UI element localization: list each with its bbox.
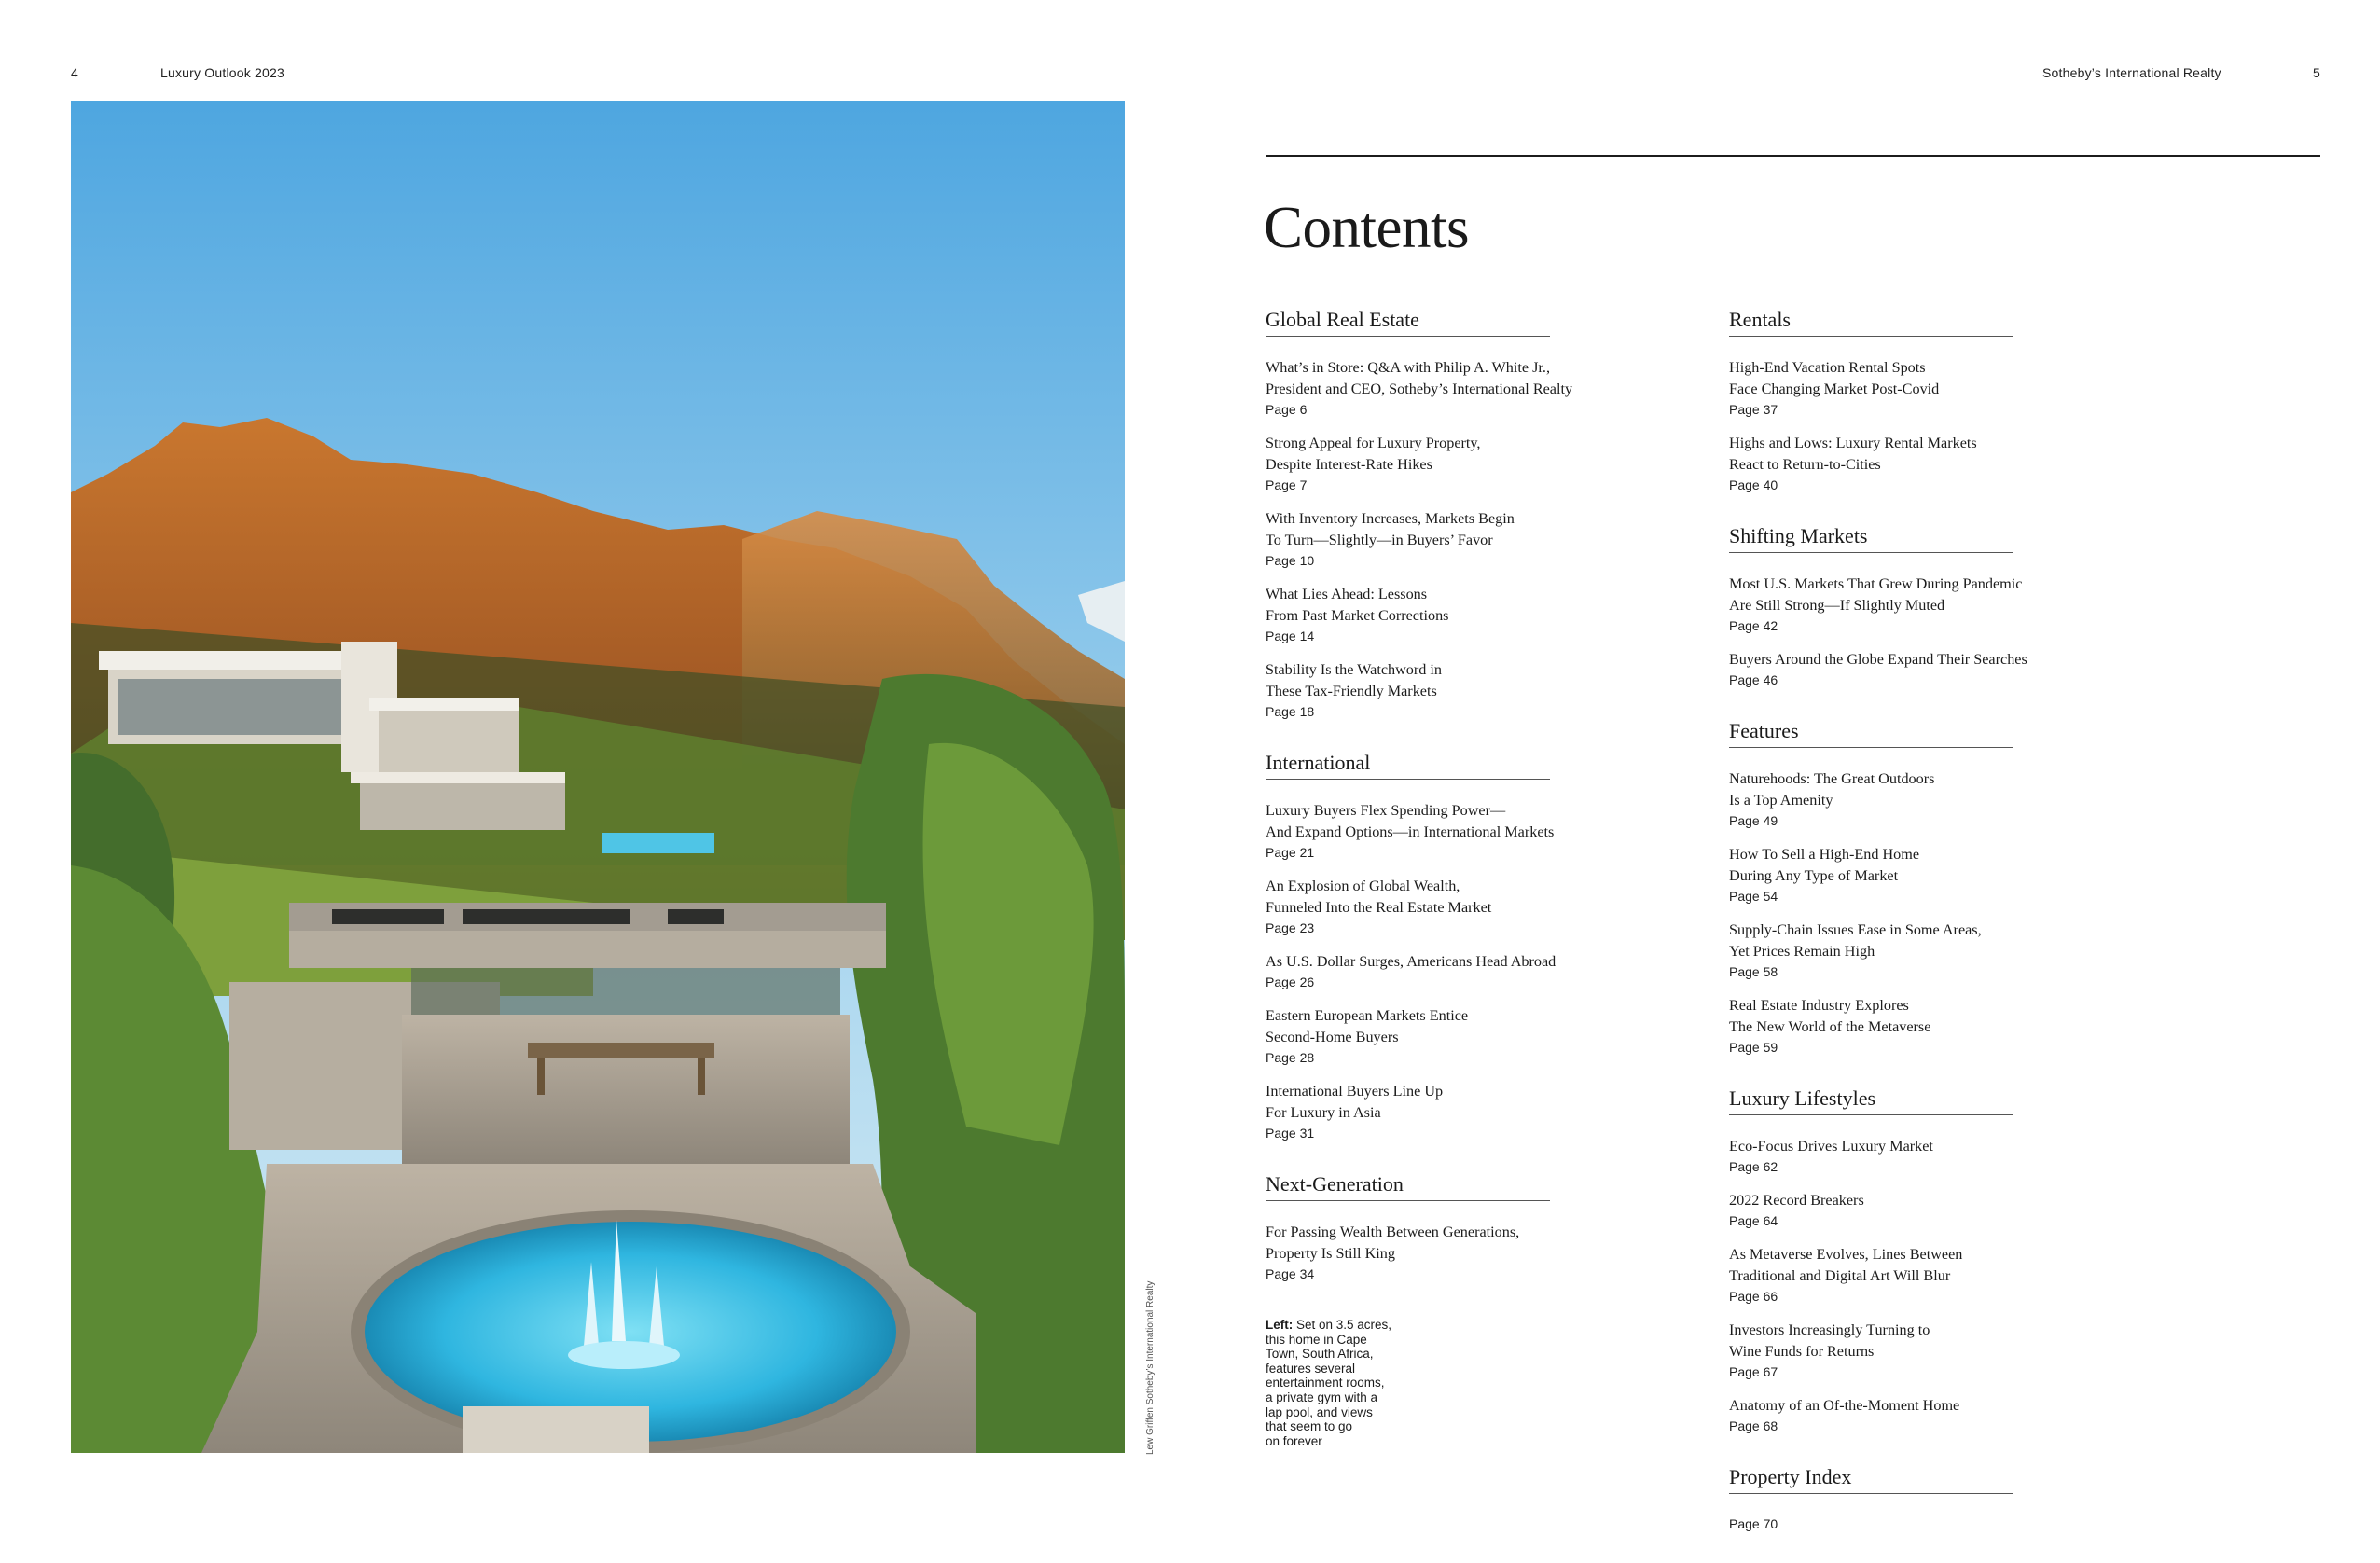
contents-left-column: [1266, 308, 1713, 1313]
toc-entry[interactable]: [1729, 649, 2177, 689]
toc-entry[interactable]: [1266, 1081, 1713, 1142]
toc-entry-title: How To Sell a High-End Home During Any Type of Market: [1729, 846, 1920, 884]
toc-entry-page: Page 26: [1266, 975, 1315, 989]
toc-entry-title: Strong Appeal for Luxury Property, Despite Interest-Rate Hikes: [1266, 435, 1481, 473]
toc-entry-page: Page 37: [1729, 402, 1778, 417]
section-rentals: [1729, 308, 2177, 494]
toc-entry[interactable]: [1266, 433, 1713, 494]
toc-entry-page: Page 67: [1729, 1364, 1778, 1379]
toc-entry-page: Page 62: [1729, 1159, 1778, 1174]
toc-entry[interactable]: [1729, 574, 2177, 635]
photo-credit: Lew Griffen Sotheby’s International Realty: [1145, 1280, 1155, 1455]
toc-entry-page: Page 46: [1729, 672, 1778, 687]
toc-entry-title: What’s in Store: Q&A with Philip A. White Jr., President and CEO, Sotheby’s International Realty: [1266, 359, 1573, 397]
section-heading: Luxury Lifestyles: [1729, 1086, 2013, 1115]
toc-entry[interactable]: [1266, 1222, 1713, 1283]
toc-entry-title: What Lies Ahead: Lessons From Past Market Corrections: [1266, 586, 1449, 624]
section-heading: Features: [1729, 719, 2013, 748]
section-heading: Property Index: [1729, 1465, 2013, 1494]
toc-entry[interactable]: [1729, 1136, 2177, 1176]
toc-entry-title: Anatomy of an Of-the-Moment Home: [1729, 1397, 1960, 1414]
section-global-real-estate: [1266, 308, 1713, 721]
toc-entry[interactable]: [1729, 1190, 2177, 1230]
toc-entry-page: Page 68: [1729, 1418, 1778, 1433]
toc-entry-page: Page 70: [1729, 1516, 1778, 1531]
toc-entry[interactable]: [1729, 995, 2177, 1057]
toc-entry[interactable]: [1729, 433, 2177, 494]
toc-entry-title: International Buyers Line Up For Luxury in Asia: [1266, 1083, 1444, 1121]
toc-entry[interactable]: [1729, 1395, 2177, 1435]
toc-entry-page: Page 49: [1729, 813, 1778, 828]
toc-entry-title: Stability Is the Watchword in These Tax-Friendly Markets: [1266, 661, 1443, 699]
toc-entry-page: Page 21: [1266, 845, 1315, 860]
toc-entry-title: Eco-Focus Drives Luxury Market: [1729, 1138, 1933, 1155]
top-rule: [1266, 155, 2320, 157]
toc-entry[interactable]: [1266, 357, 1713, 419]
toc-entry-title: Eastern European Markets Entice Second-Home Buyers: [1266, 1007, 1469, 1045]
toc-entry[interactable]: [1729, 920, 2177, 981]
caption-text: Set on 3.5 acres, this home in Cape Town, South Africa, features several entertainment rooms, a private gym with a lap pool, and views that seem to go on forever: [1266, 1318, 1392, 1448]
toc-entry-title: Naturehoods: The Great Outdoors Is a Top Amenity: [1729, 770, 1935, 809]
toc-entry-page: Page 18: [1266, 704, 1315, 719]
section-next-generation: [1266, 1172, 1713, 1283]
section-heading: Global Real Estate: [1266, 308, 1550, 337]
toc-entry-title: An Explosion of Global Wealth, Funneled Into the Real Estate Market: [1266, 878, 1492, 916]
toc-entry-page: Page 54: [1729, 889, 1778, 904]
section-heading: Shifting Markets: [1729, 524, 2013, 553]
toc-entry[interactable]: [1729, 357, 2177, 419]
toc-entry[interactable]: [1729, 1320, 2177, 1381]
page-title: Contents: [1264, 195, 1470, 260]
toc-entry[interactable]: [1729, 844, 2177, 906]
toc-entry[interactable]: [1266, 800, 1713, 862]
right-page-number: 5: [2313, 65, 2320, 80]
section-shifting-markets: [1729, 524, 2177, 689]
toc-entry[interactable]: [1729, 1515, 2177, 1533]
toc-entry-title: Buyers Around the Globe Expand Their Searches: [1729, 651, 2027, 668]
section-features: [1729, 719, 2177, 1057]
toc-entry[interactable]: [1266, 876, 1713, 937]
toc-entry-title: As U.S. Dollar Surges, Americans Head Abroad: [1266, 953, 1557, 970]
toc-entry-title: High-End Vacation Rental Spots Face Changing Market Post-Covid: [1729, 359, 1940, 397]
villa-landscape-illustration: [71, 101, 1125, 1453]
toc-entry-page: Page 28: [1266, 1050, 1315, 1065]
toc-entry-title: With Inventory Increases, Markets Begin To Turn—Slightly—in Buyers’ Favor: [1266, 510, 1515, 548]
hero-photo: [71, 101, 1125, 1453]
section-luxury-lifestyles: [1729, 1086, 2177, 1435]
toc-entry[interactable]: [1266, 508, 1713, 570]
toc-entry-page: Page 40: [1729, 477, 1778, 492]
toc-entry-page: Page 23: [1266, 920, 1315, 935]
toc-entry-page: Page 7: [1266, 477, 1308, 492]
right-running-title: Sotheby’s International Realty: [2042, 65, 2221, 80]
contents-right-column: [1729, 308, 2177, 1563]
toc-entry-page: Page 14: [1266, 629, 1315, 643]
toc-entry-title: Luxury Buyers Flex Spending Power— And Expand Options—in International Markets: [1266, 802, 1555, 840]
toc-entry-page: Page 34: [1266, 1266, 1315, 1281]
toc-entry-title: Real Estate Industry Explores The New World of the Metaverse: [1729, 997, 1931, 1035]
toc-entry[interactable]: [1729, 1244, 2177, 1306]
toc-entry-title: Most U.S. Markets That Grew During Pandemic Are Still Strong—If Slightly Muted: [1729, 575, 2023, 614]
toc-entry-page: Page 42: [1729, 618, 1778, 633]
toc-entry-page: Page 64: [1729, 1213, 1778, 1228]
toc-entry-page: Page 6: [1266, 402, 1308, 417]
toc-entry[interactable]: [1266, 1005, 1713, 1067]
left-page-number: 4: [71, 65, 78, 80]
toc-entry-page: Page 10: [1266, 553, 1315, 568]
toc-entry-title: Highs and Lows: Luxury Rental Markets React to Return-to-Cities: [1729, 435, 1977, 473]
toc-entry[interactable]: [1266, 951, 1713, 991]
left-running-title: Luxury Outlook 2023: [160, 65, 284, 80]
toc-entry-page: Page 31: [1266, 1126, 1315, 1141]
photo-caption: [1266, 1318, 1429, 1448]
toc-entry-title: For Passing Wealth Between Generations, Property Is Still King: [1266, 1224, 1520, 1262]
toc-entry[interactable]: [1266, 584, 1713, 645]
section-heading: Rentals: [1729, 308, 2013, 337]
toc-entry-title: 2022 Record Breakers: [1729, 1192, 1864, 1209]
caption-label: Left:: [1266, 1318, 1294, 1332]
toc-entry-page: Page 58: [1729, 964, 1778, 979]
section-heading: International: [1266, 751, 1550, 780]
toc-entry-title: As Metaverse Evolves, Lines Between Traditional and Digital Art Will Blur: [1729, 1246, 1963, 1284]
toc-entry[interactable]: [1729, 768, 2177, 830]
toc-entry-page: Page 59: [1729, 1040, 1778, 1055]
section-heading: Next-Generation: [1266, 1172, 1550, 1201]
section-international: [1266, 751, 1713, 1142]
toc-entry-title: Investors Increasingly Turning to Wine Funds for Returns: [1729, 1321, 1930, 1360]
toc-entry-page: Page 66: [1729, 1289, 1778, 1304]
toc-entry[interactable]: [1266, 659, 1713, 721]
section-property-index: [1729, 1465, 2177, 1533]
toc-entry-title: Supply-Chain Issues Ease in Some Areas, Yet Prices Remain High: [1729, 921, 1982, 960]
